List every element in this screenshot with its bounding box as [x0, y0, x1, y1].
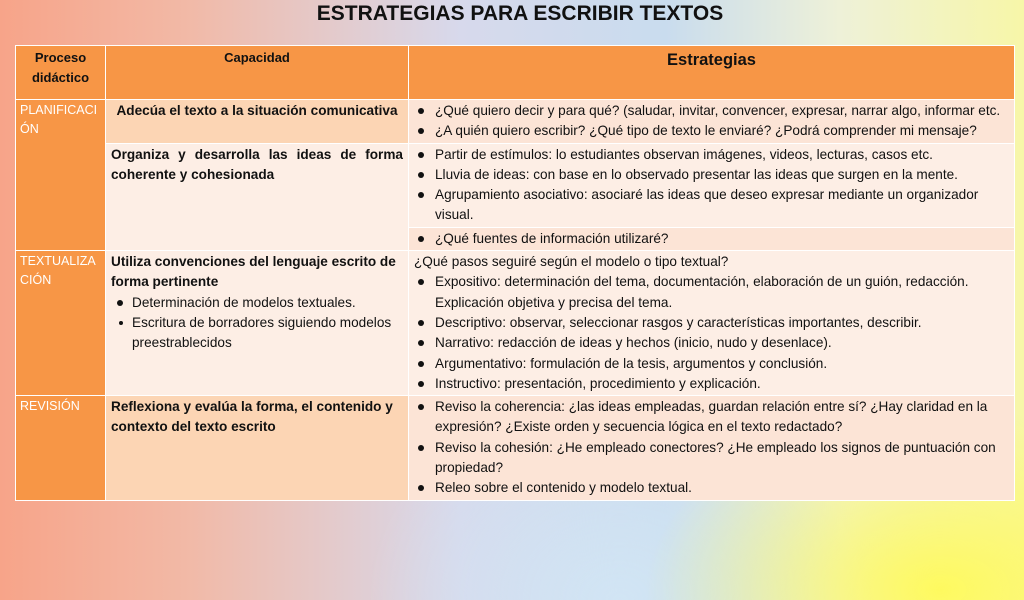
estrategias-cell — [409, 100, 1015, 144]
list-item: ¿A quién quiero escribir? ¿Qué tipo de texto le enviaré? ¿Podrá comprender mi mensaje? — [409, 121, 1009, 141]
list-item: Descriptivo: observar, seleccionar rasgos y características importantes, describir. — [409, 313, 1009, 333]
capacidad-list — [111, 293, 403, 354]
table-header-row — [16, 46, 1015, 100]
table-row — [16, 251, 1015, 396]
list-item: Releo sobre el contenido y modelo textual. — [409, 478, 1009, 498]
table-row — [16, 100, 1015, 144]
list-item: Lluvia de ideas: con base en lo observado presentar las ideas que surgen en la mente. — [409, 165, 1009, 185]
list-item: ¿Qué quiero decir y para qué? (saludar, invitar, convencer, expresar, narrar algo, informar etc. — [409, 101, 1009, 121]
proceso-planificacion: PLANIFICACIÓN — [16, 100, 106, 251]
header-estrategias: Estrategias — [409, 46, 1015, 100]
list-item: Expositivo: determinación del tema, documentación, elaboración de un guión, redacción. Explicación objetiva y precisa del tema. — [409, 272, 1009, 313]
estrategias-cell — [409, 227, 1015, 250]
estrategias-cell — [409, 143, 1015, 227]
list-item: Agrupamiento asociativo: asociaré las ideas que deseo expresar mediante un organizador visual. — [409, 185, 1009, 226]
list-item: Narrativo: redacción de ideas y hechos (inicio, nudo y desenlace). — [409, 333, 1009, 353]
estrategias-list — [409, 101, 1009, 142]
estrategias-list — [409, 272, 1009, 394]
list-item: Partir de estímulos: lo estudiantes observan imágenes, videos, lecturas, casos etc. — [409, 145, 1009, 165]
capacidad-cell — [106, 251, 409, 396]
list-item: Argumentativo: formulación de la tesis, argumentos y conclusión. — [409, 354, 1009, 374]
estrategias-list — [409, 145, 1009, 226]
capacidad-cell: Adecúa el texto a la situación comunicativa — [106, 100, 409, 144]
list-item: ¿Qué fuentes de información utilizaré? — [409, 229, 1009, 249]
table-row — [16, 143, 1015, 227]
proceso-textualizacion: TEXTUALIZACIÓN — [16, 251, 106, 396]
header-proceso: Proceso didáctico — [16, 46, 106, 100]
list-item: Reviso la cohesión: ¿He empleado conectores? ¿He empleado los signos de puntuación con propiedad? — [409, 438, 1009, 479]
page-title: ESTRATEGIAS PARA ESCRIBIR TEXTOS — [316, 2, 724, 25]
estrategias-cell — [409, 396, 1015, 500]
strategies-table — [15, 45, 1015, 501]
proceso-revision: REVISIÓN — [16, 396, 106, 500]
list-item: Reviso la coherencia: ¿las ideas empleadas, guardan relación entre sí? ¿Hay claridad en la expresión? ¿Existe orden y secuencia lógica en el texto redactado? — [409, 397, 1009, 438]
estrategias-intro: ¿Qué pasos seguiré según el modelo o tipo textual? — [414, 254, 729, 270]
estrategias-cell — [409, 251, 1015, 396]
list-item: Determinación de modelos textuales. — [111, 293, 403, 313]
capacidad-cell: Reflexiona y evalúa la forma, el contenido y contexto del texto escrito — [106, 396, 409, 500]
estrategias-list — [409, 229, 1009, 249]
table-row — [16, 396, 1015, 500]
capacidad-text: Utiliza convenciones del lenguaje escrito de forma pertinente — [111, 254, 396, 290]
capacidad-cell: Organiza y desarrolla las ideas de forma coherente y cohesionada — [106, 143, 409, 250]
list-item: Instructivo: presentación, procedimiento y explicación. — [409, 374, 1009, 394]
header-capacidad: Capacidad — [106, 46, 409, 100]
estrategias-list — [409, 397, 1009, 498]
list-item: Escritura de borradores siguiendo modelos preestrablecidos — [111, 313, 403, 354]
